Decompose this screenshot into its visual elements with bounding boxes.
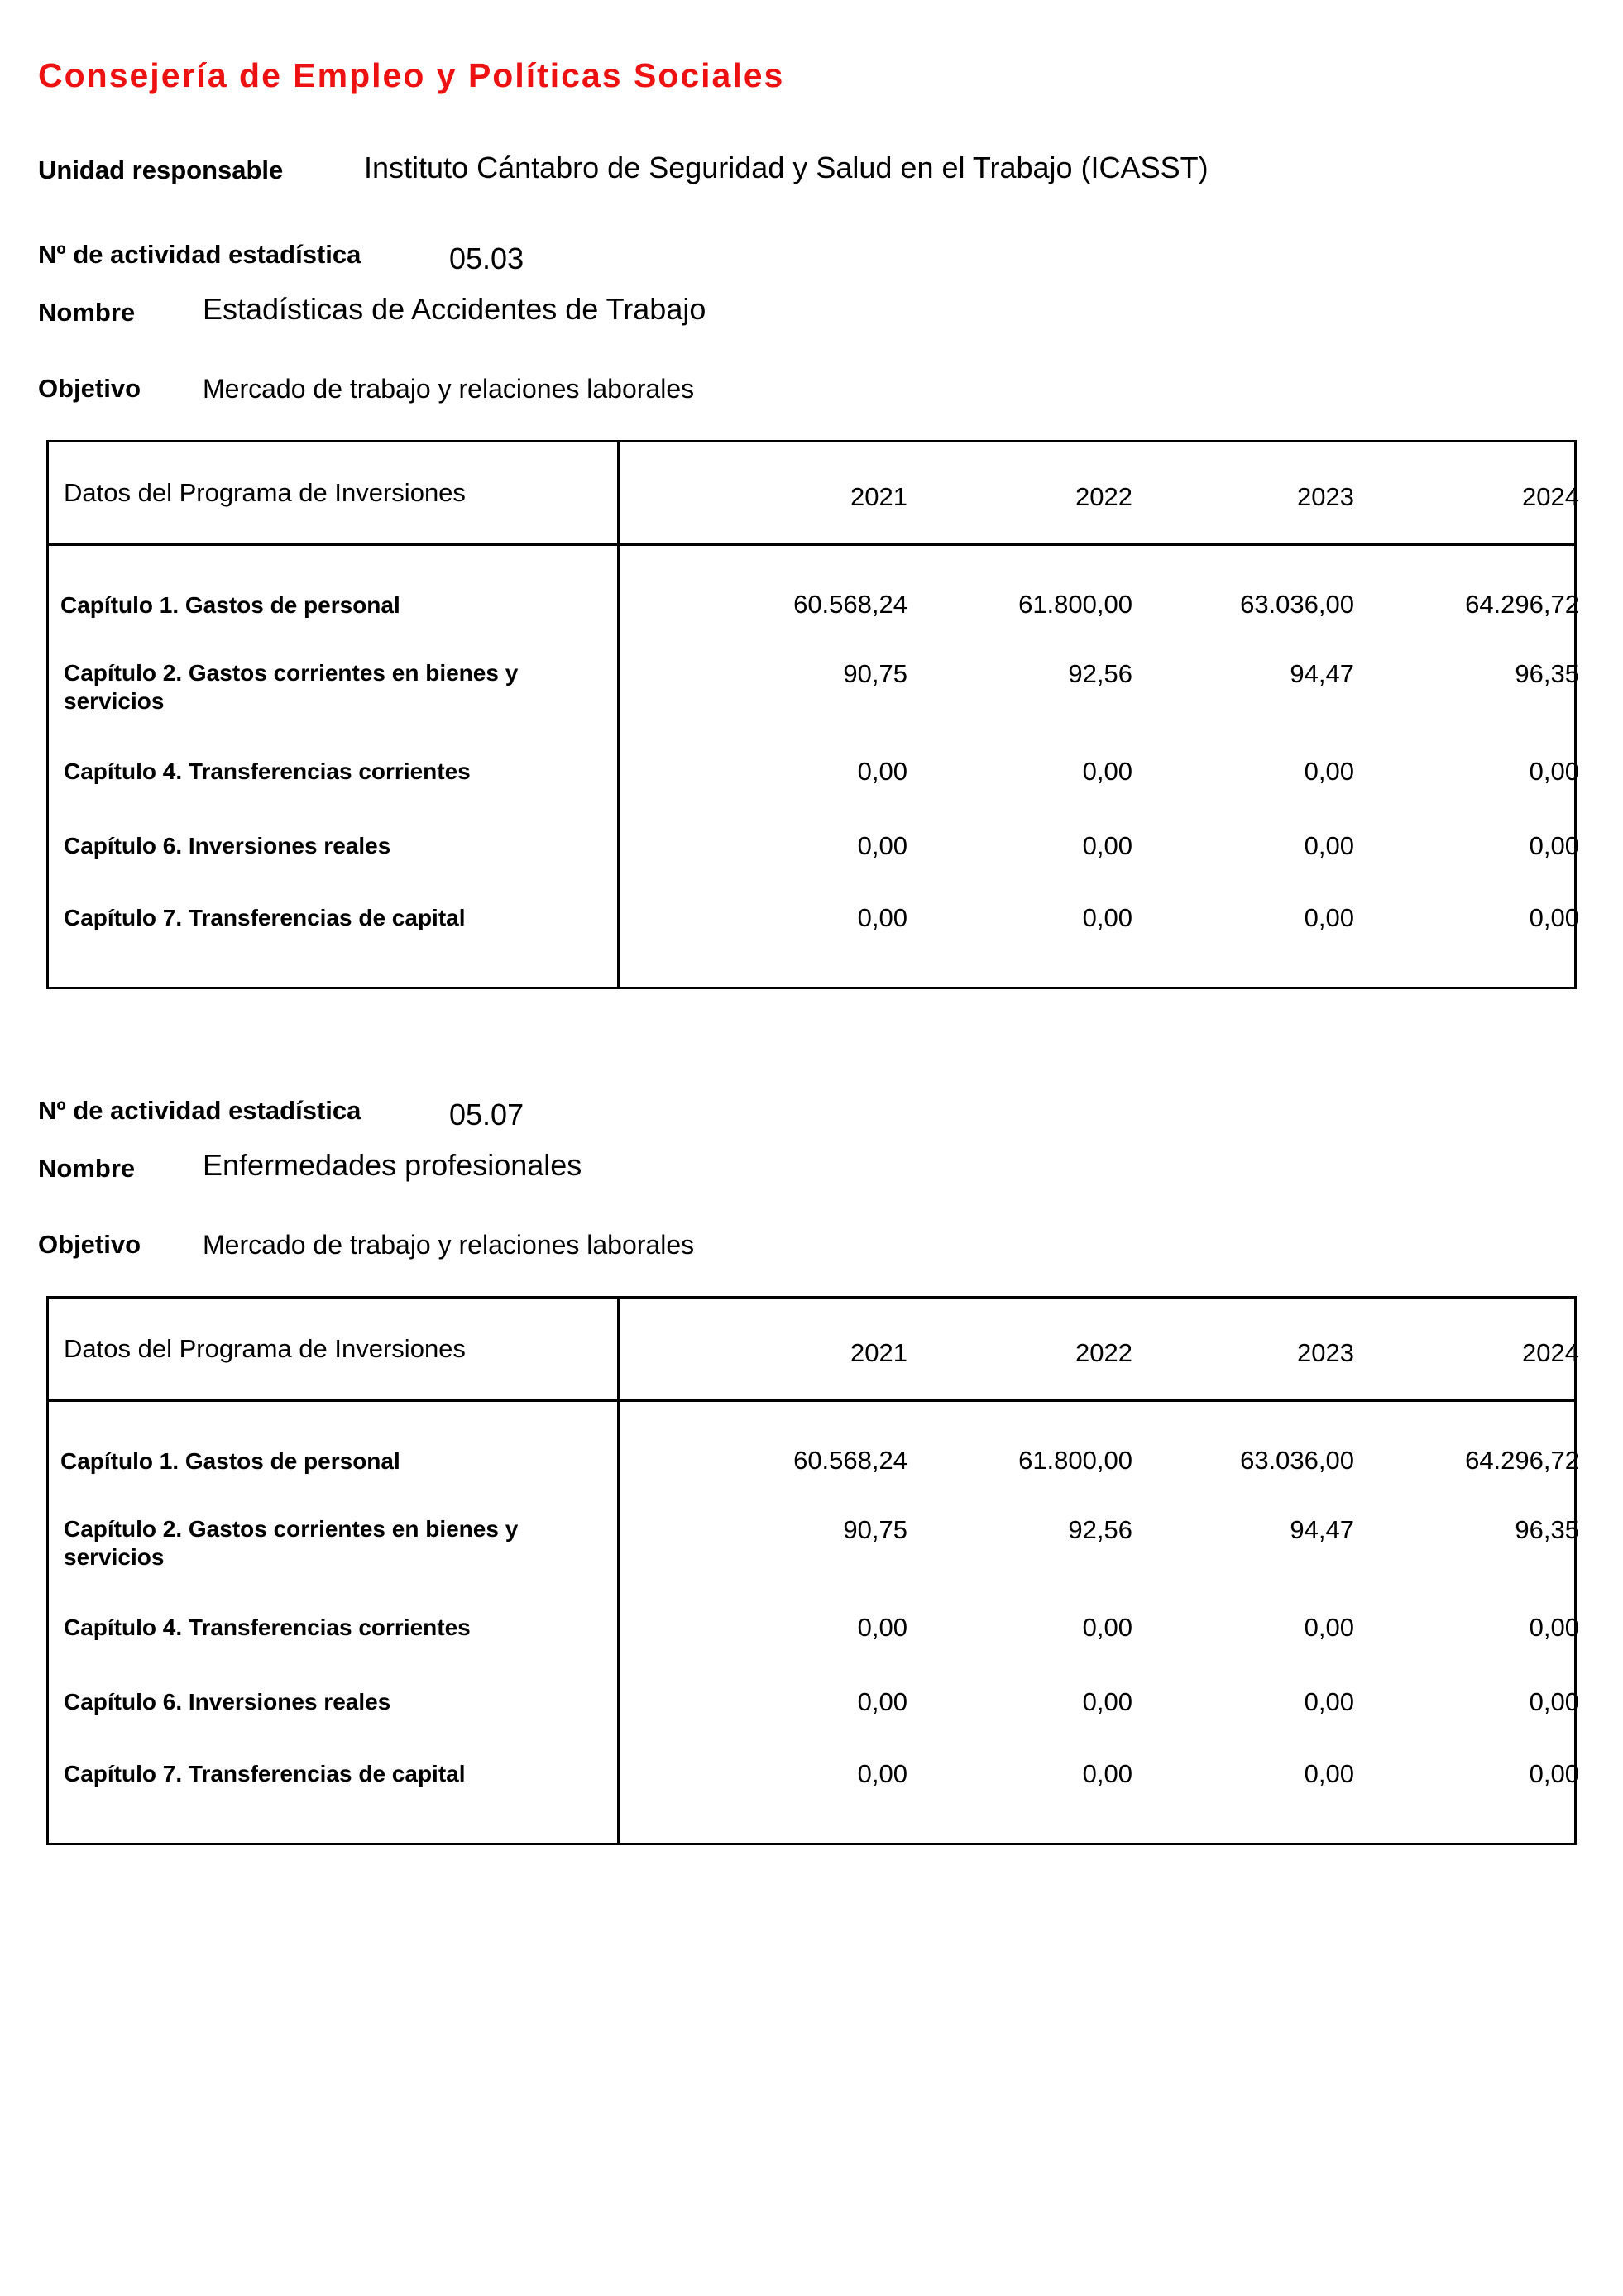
row-value: 0,00 [1304, 903, 1354, 932]
objetivo-label: Objetivo [38, 1230, 141, 1259]
row-value: 0,00 [857, 1759, 907, 1788]
nombre-value: Estadísticas de Accidentes de Trabajo [203, 292, 706, 326]
year-header: 2021 [850, 1338, 907, 1367]
table-divider-vertical [617, 1299, 620, 1843]
unidad-value: Instituto Cántabro de Seguridad y Salud en el Trabajo (ICASST) [364, 151, 1209, 184]
row-label: Capítulo 2. Gastos corrientes en bienes y servicios [64, 660, 519, 714]
row-value: 90,75 [843, 659, 907, 688]
year-header: 2024 [1522, 482, 1579, 511]
row-value: 0,00 [1082, 1613, 1132, 1642]
row-value: 64.296,72 [1465, 590, 1579, 619]
row-value: 63.036,00 [1240, 590, 1354, 619]
table-divider-vertical [617, 442, 620, 987]
year-header: 2023 [1297, 1338, 1354, 1367]
investment-table [46, 1296, 1577, 1845]
row-value: 60.568,24 [793, 590, 907, 619]
row-value: 0,00 [1304, 757, 1354, 786]
row-value: 0,00 [1304, 1613, 1354, 1642]
row-value: 0,00 [1082, 757, 1132, 786]
row-value: 92,56 [1068, 659, 1132, 688]
row-value: 63.036,00 [1240, 1446, 1354, 1475]
activity-number-label: Nº de actividad estadística [38, 1096, 361, 1125]
year-header: 2022 [1075, 482, 1132, 511]
objetivo-label: Objetivo [38, 374, 141, 403]
table-divider-horizontal [49, 1399, 1574, 1402]
row-value: 0,00 [1082, 1759, 1132, 1788]
row-value: 0,00 [857, 1613, 907, 1642]
row-value: 0,00 [1304, 831, 1354, 860]
nombre-label: Nombre [38, 298, 136, 327]
row-value: 0,00 [857, 757, 907, 786]
row-value: 0,00 [857, 831, 907, 860]
nombre-label: Nombre [38, 1154, 136, 1183]
row-value: 0,00 [1304, 1759, 1354, 1788]
activity-number-label: Nº de actividad estadística [38, 240, 361, 269]
page-title: Consejería de Empleo y Políticas Sociales [38, 56, 785, 94]
row-value: 0,00 [857, 903, 907, 932]
row-value: 0,00 [1529, 903, 1579, 932]
year-header: 2021 [850, 482, 907, 511]
year-header: 2023 [1297, 482, 1354, 511]
investment-table [46, 440, 1577, 989]
objetivo-value: Mercado de trabajo y relaciones laborales [203, 374, 695, 404]
row-value: 64.296,72 [1465, 1446, 1579, 1475]
activity-number-value: 05.03 [449, 242, 524, 275]
unidad-label: Unidad responsable [38, 155, 284, 184]
row-value: 0,00 [857, 1687, 907, 1716]
row-label: Capítulo 7. Transferencias de capital [64, 1761, 466, 1787]
row-value: 61.800,00 [1018, 1446, 1132, 1475]
row-value: 0,00 [1529, 1759, 1579, 1788]
nombre-value: Enfermedades profesionales [203, 1148, 582, 1182]
row-value: 94,47 [1290, 1515, 1354, 1544]
row-value: 90,75 [843, 1515, 907, 1544]
table-header-label: Datos del Programa de Inversiones [64, 1334, 466, 1363]
objetivo-value: Mercado de trabajo y relaciones laborales [203, 1230, 695, 1260]
row-value: 0,00 [1529, 757, 1579, 786]
row-value: 61.800,00 [1018, 590, 1132, 619]
table-divider-horizontal [49, 543, 1574, 546]
row-label: Capítulo 1. Gastos de personal [60, 592, 400, 618]
year-header: 2022 [1075, 1338, 1132, 1367]
activity-number-value: 05.07 [449, 1098, 524, 1131]
row-value: 60.568,24 [793, 1446, 907, 1475]
row-value: 0,00 [1529, 1687, 1579, 1716]
row-value: 92,56 [1068, 1515, 1132, 1544]
row-value: 0,00 [1082, 1687, 1132, 1716]
row-value: 96,35 [1515, 1515, 1579, 1544]
row-label: Capítulo 6. Inversiones reales [64, 1689, 391, 1715]
table-header-label: Datos del Programa de Inversiones [64, 478, 466, 507]
row-value: 96,35 [1515, 659, 1579, 688]
row-value: 0,00 [1082, 831, 1132, 860]
row-value: 94,47 [1290, 659, 1354, 688]
row-value: 0,00 [1304, 1687, 1354, 1716]
row-label: Capítulo 7. Transferencias de capital [64, 905, 466, 930]
row-label: Capítulo 4. Transferencias corrientes [64, 758, 471, 784]
row-label: Capítulo 1. Gastos de personal [60, 1448, 400, 1474]
row-label: Capítulo 6. Inversiones reales [64, 833, 391, 859]
row-label: Capítulo 4. Transferencias corrientes [64, 1614, 471, 1640]
row-value: 0,00 [1529, 1613, 1579, 1642]
row-value: 0,00 [1529, 831, 1579, 860]
row-value: 0,00 [1082, 903, 1132, 932]
year-header: 2024 [1522, 1338, 1579, 1367]
row-label: Capítulo 2. Gastos corrientes en bienes y servicios [64, 1516, 519, 1570]
